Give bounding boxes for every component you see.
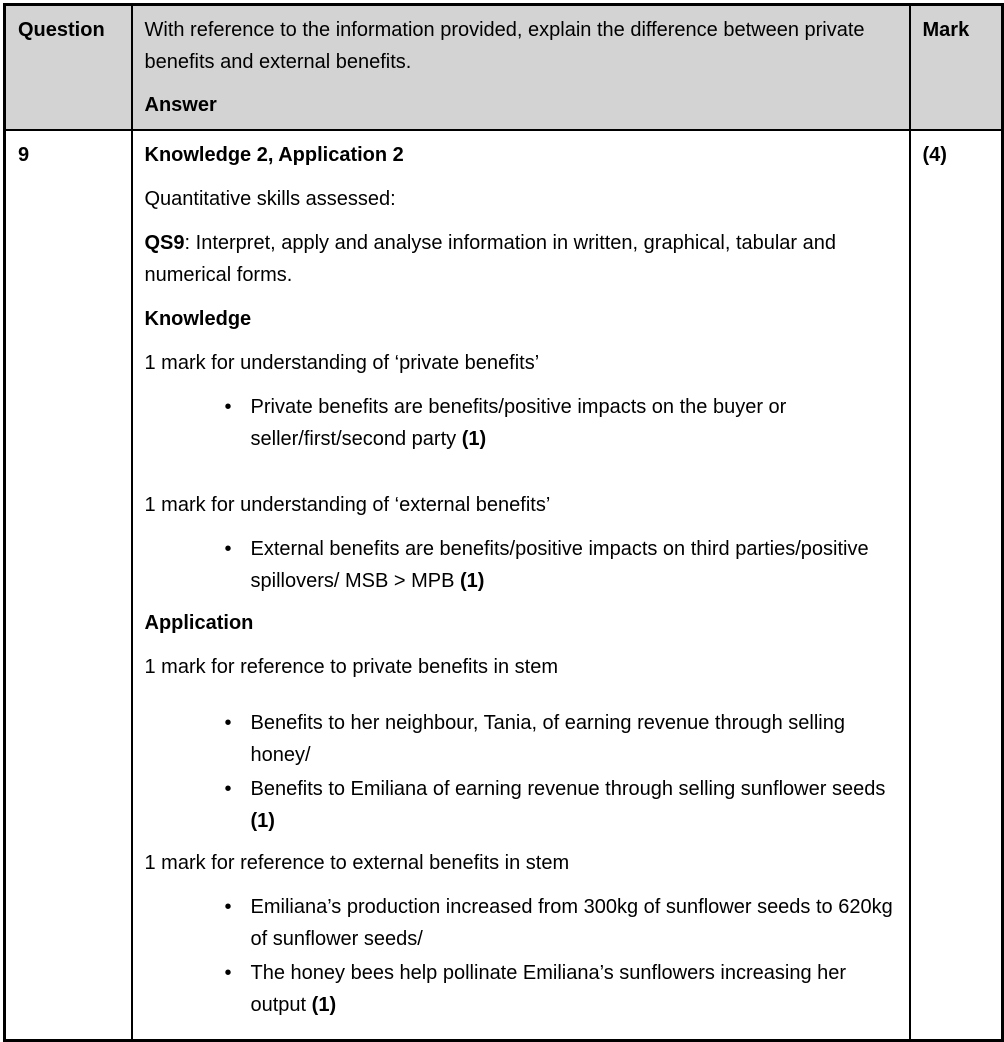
knowledge-criterion-1: 1 mark for understanding of ‘private benefits’ xyxy=(144,351,540,374)
quantitative-skills-intro: Quantitative skills assessed: xyxy=(144,187,396,210)
question-header-label: Question xyxy=(18,19,105,41)
knowledge-criterion-2: 1 mark for understanding of ‘external benefits’ xyxy=(144,493,551,516)
answer-row xyxy=(5,130,1003,1041)
list-item xyxy=(213,891,897,955)
question-text-cell xyxy=(132,5,910,130)
qs9-text: : Interpret, apply and analyse information in written, graphical, tabular and numerical forms. xyxy=(144,231,837,286)
application-criterion-2: 1 mark for reference to external benefits in stem xyxy=(144,851,570,874)
mark-header-label: Mark xyxy=(922,19,970,41)
mark-value: (4) xyxy=(922,143,947,166)
question-header-cell xyxy=(5,5,132,130)
point-mark: (1) xyxy=(461,427,487,450)
application-1-points xyxy=(213,707,897,837)
table-header-row xyxy=(5,5,1003,130)
knowledge-1-points xyxy=(213,391,897,455)
point-text: Benefits to Emiliana of earning revenue through selling sunflower seeds xyxy=(250,777,886,800)
knowledge-heading: Knowledge xyxy=(144,307,252,330)
point-mark: (1) xyxy=(250,809,275,832)
list-item xyxy=(213,391,897,455)
application-criterion-1: 1 mark for reference to private benefits in stem xyxy=(144,655,559,678)
point-mark: (1) xyxy=(460,569,485,592)
knowledge-2-points xyxy=(213,533,897,597)
point-text: Private benefits are benefits/positive impacts on the buyer or seller/first/second party xyxy=(250,395,787,450)
mark-value-cell xyxy=(910,130,1003,1041)
marks-allocation-heading: Knowledge 2, Application 2 xyxy=(144,143,404,166)
mark-header-cell xyxy=(910,5,1003,130)
point-text: External benefits are benefits/positive impacts on third parties/positive spillovers/ MSB > MPB xyxy=(250,537,869,592)
list-item xyxy=(213,773,897,837)
answer-content-cell xyxy=(132,130,910,1041)
question-text: With reference to the information provided, explain the difference between private benefits and external benefits. xyxy=(144,19,865,73)
list-item xyxy=(213,957,897,1021)
answer-label: Answer xyxy=(144,93,217,116)
list-item xyxy=(213,533,897,597)
qs9-label: QS9 xyxy=(144,231,185,254)
point-text: The honey bees help pollinate Emiliana’s sunflowers increasing her output xyxy=(250,961,847,1016)
application-heading: Application xyxy=(144,611,254,634)
list-item xyxy=(213,707,897,771)
question-number: 9 xyxy=(18,143,30,166)
point-mark: (1) xyxy=(311,993,337,1016)
point-text: Emiliana’s production increased from 300kg of sunflower seeds to 620kg of sunflower seeds/ xyxy=(250,895,893,950)
qs9-line xyxy=(145,227,897,291)
mark-scheme-table xyxy=(3,3,1004,1042)
application-2-points xyxy=(213,891,897,1021)
point-text: Benefits to her neighbour, Tania, of earning revenue through selling honey/ xyxy=(250,711,845,766)
question-number-cell xyxy=(5,130,132,1041)
